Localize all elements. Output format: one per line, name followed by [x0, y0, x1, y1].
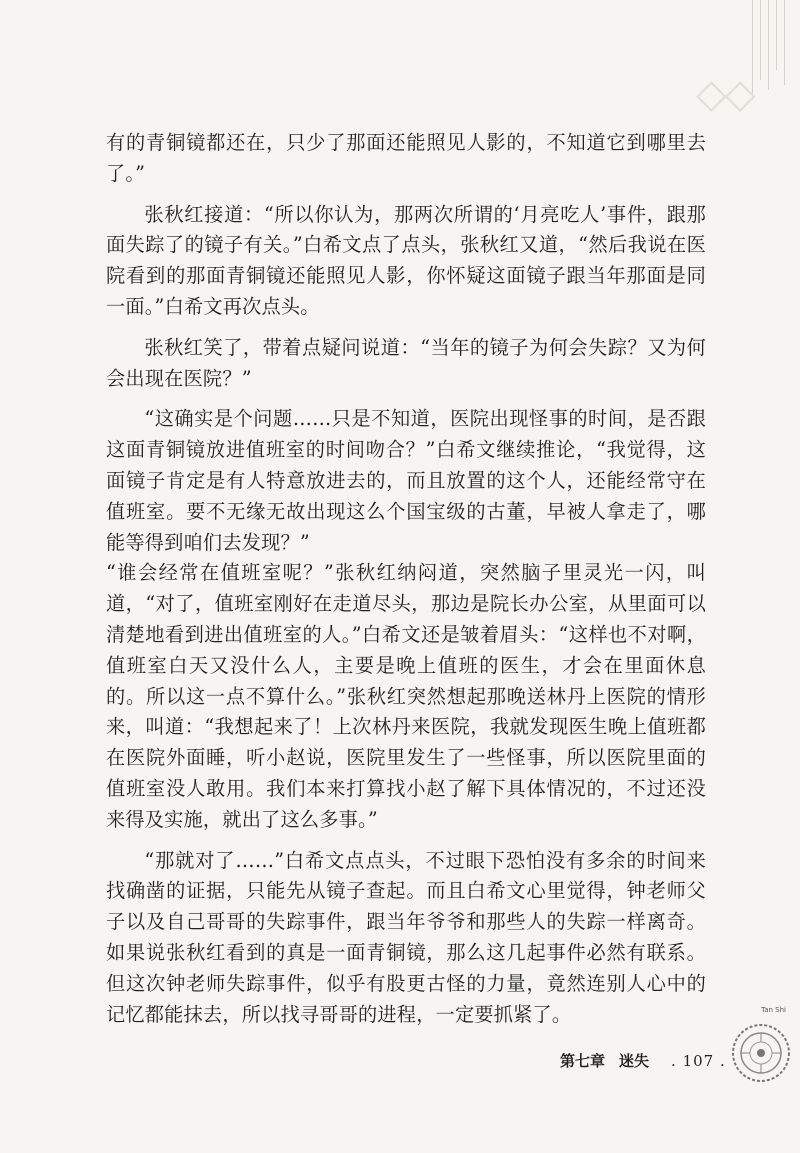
- ornament-glyph: ◇◇: [696, 70, 754, 117]
- paragraph-4: “这确实是个问题……只是不知道，医院出现怪事的时间，是否跟这面青铜镜放进值班室的时间吻合？”白希文继续推论，“我觉得，这面镜子肯定是有人特意放进去的，而且放置的这个人，还能经常守在值班室。要不无缘无故出现这么个国宝级的古董，早被人拿走了，哪能等得到咱们去发现？”: [106, 407, 706, 554]
- seal-label: Tan Shi: [761, 1006, 786, 1014]
- paragraph-2: 张秋红接道：“所以你认为，那两次所谓的‘月亮吃人’事件，跟那面失踪了的镜子有关。”白希文点了点头，张秋红又道，“然后我说在医院看到的那面青铜镜还能照见人影，你怀疑这面镜子跟当年那面是同一面。”白希文再次点头。: [106, 202, 706, 318]
- paragraph-3: 张秋红笑了，带着点疑问说道：“当年的镜子为何会失踪？又为何会出现在医院？”: [106, 335, 706, 390]
- page-footer: [560, 1050, 726, 1070]
- paragraph-1: 有的青铜镜都还在，只少了那面还能照见人影的，不知道它到哪里去了。”: [106, 131, 706, 185]
- paragraph-5: “谁会经常在值班室呢？”张秋红纳闷道，突然脑子里灵光一闪，叫道，“对了，值班室刚好在走道尽头，那边是院长办公室，从里面可以清楚地看到进出值班室的人。”白希文还是皱着眉头：“这样也不对啊，值班室白天又没什么人，主要是晚上值班的医生，才会在里面休息的。所以这一点不算什么。”张秋红突然想起那晚送林丹上医院的情形来，叫道：“我想起来了！上次林丹来医院，我就发现医生晚上值班都在医院外面睡，听小赵说，医院里发生了一些怪事，所以医院里面的值班室没人敢用。我们本来打算找小赵了解下具体情况的，不过还没来得及实施，就出了这么多事。”: [106, 561, 706, 831]
- page-number: . 107 .: [671, 1052, 726, 1070]
- seal-icon: [730, 1022, 792, 1084]
- body-text: [106, 128, 706, 1040]
- chapter-label: 第七章: [560, 1052, 606, 1070]
- top-ornament: [690, 0, 800, 115]
- chapter-title: 迷失: [619, 1052, 650, 1070]
- paragraph-6: “那就对了……”白希文点点头，不过眼下恐怕没有多余的时间来找确凿的证据，只能先从镜子查起。而且白希文心里觉得，钟老师父子以及自己哥哥的失踪事件，跟当年爷爷和那些人的失踪一样离奇。如果说张秋红看到的真是一面青铜镜，那么这几起事件必然有联系。但这次钟老师失踪事件，似乎有股更古怪的力量，竟然连别人心中的记忆都能抹去，所以找寻哥哥的进程，一定要抓紧了。: [106, 848, 706, 1026]
